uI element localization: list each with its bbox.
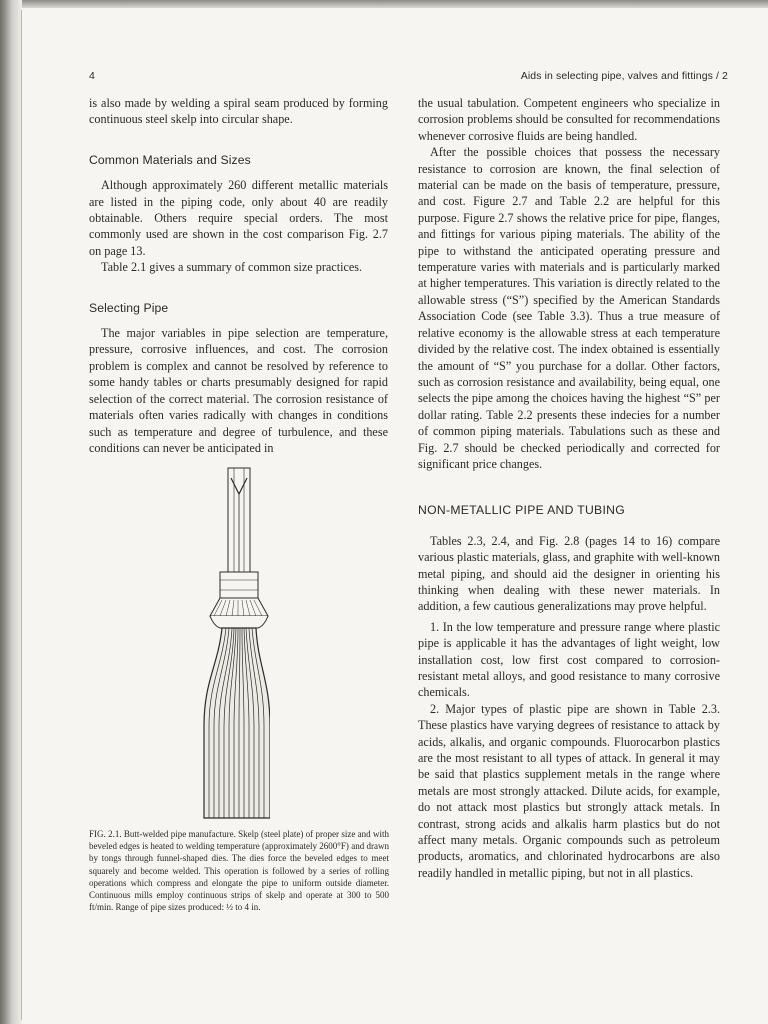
paragraph-selecting-pipe: The major variables in pipe selection are temperature, pressure, corrosive influences, and cost. The corrosion problem is complex and cannot be resolved by reference to some handy tables or charts presumably designed for rapid selection of the correct material. The corrosion resistance of materials often varies radically with changes in conditions such as temperature and degree of turbulence, and these conditions can never be anticipated in <box>89 326 388 455</box>
paragraph-size-practices: Table 2.1 gives a summary of common size practices. <box>101 260 363 275</box>
figure-pipe-die <box>200 466 270 821</box>
running-head: Aids in selecting pipe, valves and fittings / 2 <box>520 70 728 82</box>
pipe-die-illustration <box>200 466 270 821</box>
paragraph-common-materials: Although approximately 260 different metallic materials are listed in the piping code, only about 40 are readily obtainable. Others require special orders. The most commonly used are shown in the cost comparison Fig. 2.7 on page 13. <box>89 178 388 258</box>
left-column <box>89 95 388 456</box>
list-item-1: 1. In the low temperature and pressure range where plastic pipe is applicable it has the advantages of light weight, low installation cost, low first cost compared to corrosion-resistant metal alloys, and good resistance to many corrosive chemicals. <box>418 619 720 700</box>
paragraph-comparison-tables: Tables 2.3, 2.4, and Fig. 2.8 (pages 14 to 16) compare various plastic materials, glass, and graphite with well-known metal piping, and should aid the designer in orienting his thinking when dealing with these newer materials. In addition, a few cautious generalizations may prove helpful. <box>418 533 720 614</box>
heading-non-metallic: NON-METALLIC PIPE AND TUBING <box>418 503 626 518</box>
scan-top-edge <box>0 0 768 8</box>
heading-selecting-pipe: Selecting Pipe <box>89 300 169 315</box>
scan-binding-line <box>21 10 22 1020</box>
scan-binding-shadow <box>0 0 22 1024</box>
list-item-2: 2. Major types of plastic pipe are shown in Table 2.3. These plastics have varying degrees of resistance to attack by acids, alkalis, and organic compounds. Fluorocarbon plastics are the most resistant to all types of attack. In general it may be said that plastics supplement metals in the range where metals are most strongly attacked. Dilute acids, for example, do not attack most plastics but strongly attack metals. In contrast, strong acids and alkalis harm plastics but do not affect many metals. Organic compounds such as petroleum products, aromatics, and chlorinated hydrocarbons are also readily handled in metallic piping, but not in all plastics. <box>418 701 720 880</box>
paragraph-final-selection: After the possible choices that possess the necessary resistance to corrosion are known, the final selection of material can be made on the basis of temperature, pressure, and cost. Figure 2.7 and Table 2.2 are helpful for this purpose. Figure 2.7 shows the relative price for pipe, flanges, and fittings for various piping materials. The ability of the pipe to withstand the anticipated operating pressure and temperature varies with materials and is particularly marked at higher temperatures. This variation is directly related to the allowable stress (“S”) specified by the American Standards Association Code (see Table 3.3). Thus a true measure of relative economy is the allowable stress at each temperature divided by the relative cost. The index obtained is essentially the amount of “S” you purchase for a dollar. Other factors, such as corrosion resistance and availability, being equal, one selects the pipe among the choices having the highest “S” per dollar rating. Table 2.2 presents these indecies for a number of common piping materials. Tabulations such as these and Fig. 2.7 should be checked periodically and corrected for significant price changes. <box>418 145 720 471</box>
figure-caption: FIG. 2.1. Butt-welded pipe manufacture. Skelp (steel plate) of proper size and with beveled edges is heated to welding temperature (approximately 2600°F) and drawn by tongs through funnel-shaped dies. The dies force the beveled edges to meet squarely and become welded. This operation is followed by a series of rolling operations which compress and elongate the pipe to uniform outside diameter. Continuous mills employ continuous strips of skelp and operate at 300 to 500 ft/min. Range of pipe sizes produced: ½ to 4 in. <box>89 829 389 913</box>
heading-common-materials: Common Materials and Sizes <box>89 152 251 167</box>
right-column <box>418 95 720 881</box>
paragraph-continuation: the usual tabulation. Competent engineers who specialize in corrosion problems should be consulted for recommendations whenever corrosive fluids are being handled. <box>418 96 720 143</box>
page-number: 4 <box>89 70 95 82</box>
paragraph-intro: is also made by welding a spiral seam produced by forming continuous steel skelp into circular shape. <box>89 96 388 127</box>
